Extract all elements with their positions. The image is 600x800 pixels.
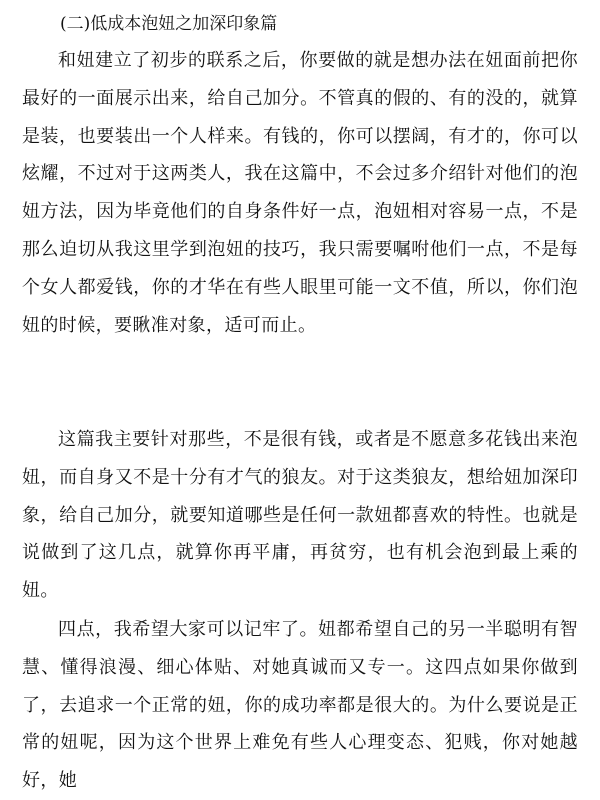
- paragraph-2: 这篇我主要针对那些，不是很有钱，或者是不愿意多花钱出来泡妞，而自身又不是十分有才气的狼友。对于这类狼友，想给妞加深印象，给自己加分，就要知道哪些是任何一款妞都喜欢的特性。也就是说做到了这几点，就算你再平庸，再贫穷，也有机会泡到最上乘的妞。: [22, 429, 578, 602]
- section-heading: (二)低成本泡妞之加深印象篇: [60, 14, 278, 34]
- paragraph-3: 四点，我希望大家可以记牢了。妞都希望自己的另一半聪明有智慧、懂得浪漫、细心体贴、对她真诚而又专一。这四点如果你做到了，去追求一个正常的妞，你的成功率都是很大的。为什么要说是正常的妞呢，因为这个世界上难免有些人心理变态、犯贱，你对她越好，她: [22, 619, 578, 792]
- paragraph-1: 和妞建立了初步的联系之后，你要做的就是想办法在妞面前把你最好的一面展示出来，给自己加分。不管真的假的、有的没的，就算是装，也要装出一个人样来。有钱的，你可以摆阔，有才的，你可以炫耀，不过对于这两类人，我在这篇中，不会过多介绍针对他们的泡妞方法，因为毕竟他们的自身条件好一点，泡妞相对容易一点，不是那么迫切从我这里学到泡妞的技巧，我只需要嘱咐他们一点，不是每个女人都爱钱，你的才华在有些人眼里可能一文不值，所以，你们泡妞的时候，要瞅准对象，适可而止。: [22, 50, 578, 336]
